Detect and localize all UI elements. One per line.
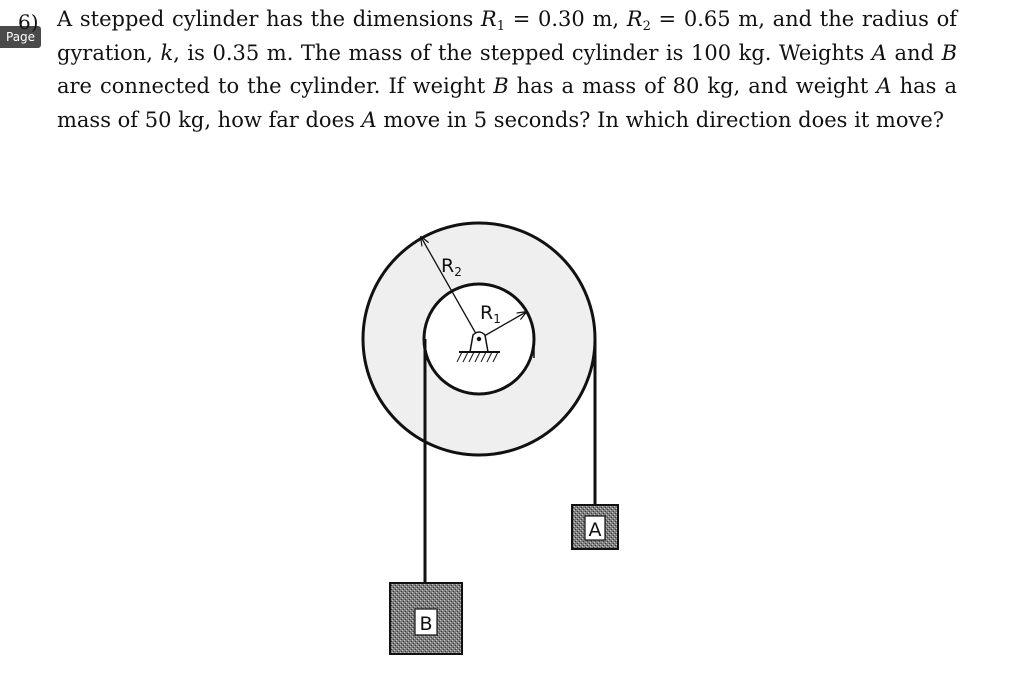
- weight-b-symbol: B: [941, 40, 958, 65]
- weight-b-label: B: [419, 613, 433, 635]
- problem-text-part: are connected to the cylinder. If weight: [57, 74, 494, 98]
- problem-text-part: = 0.65 m, and the radius of gyration,: [57, 7, 957, 65]
- r2-symbol: R: [626, 7, 643, 31]
- problem-text-part: , is 0.35 m. The mass of the stepped cylinder is 100 kg. Weights: [173, 40, 872, 65]
- weight-a-symbol: A: [361, 107, 377, 132]
- weight-b-symbol: B: [493, 74, 509, 98]
- weight-a-symbol: A: [871, 40, 887, 65]
- r1-label: $R_1$: [480, 302, 501, 326]
- problem-text-part: has a mass of 50 kg, how far does: [57, 74, 957, 132]
- r2-subscript: 2: [642, 19, 651, 34]
- problem-text-part: = 0.30 m,: [505, 7, 627, 31]
- page-badge[interactable]: Page: [0, 26, 41, 48]
- r1-subscript: 1: [496, 19, 506, 34]
- problem-number: 6): [18, 10, 39, 34]
- k-symbol: k: [160, 40, 174, 65]
- problem-text-part: A stepped cylinder has the dimensions: [57, 7, 481, 31]
- r1-symbol: R: [480, 7, 497, 31]
- problem-text-part: move in 5 seconds? In which direction does it move?: [376, 107, 945, 132]
- problem-text-part: has a mass of 80 kg, and weight: [508, 74, 877, 98]
- r2-label: $R_2$: [441, 255, 462, 279]
- problem-text-part: and: [886, 40, 942, 65]
- weight-a-symbol: A: [876, 74, 892, 98]
- weight-a-label: A: [588, 519, 602, 541]
